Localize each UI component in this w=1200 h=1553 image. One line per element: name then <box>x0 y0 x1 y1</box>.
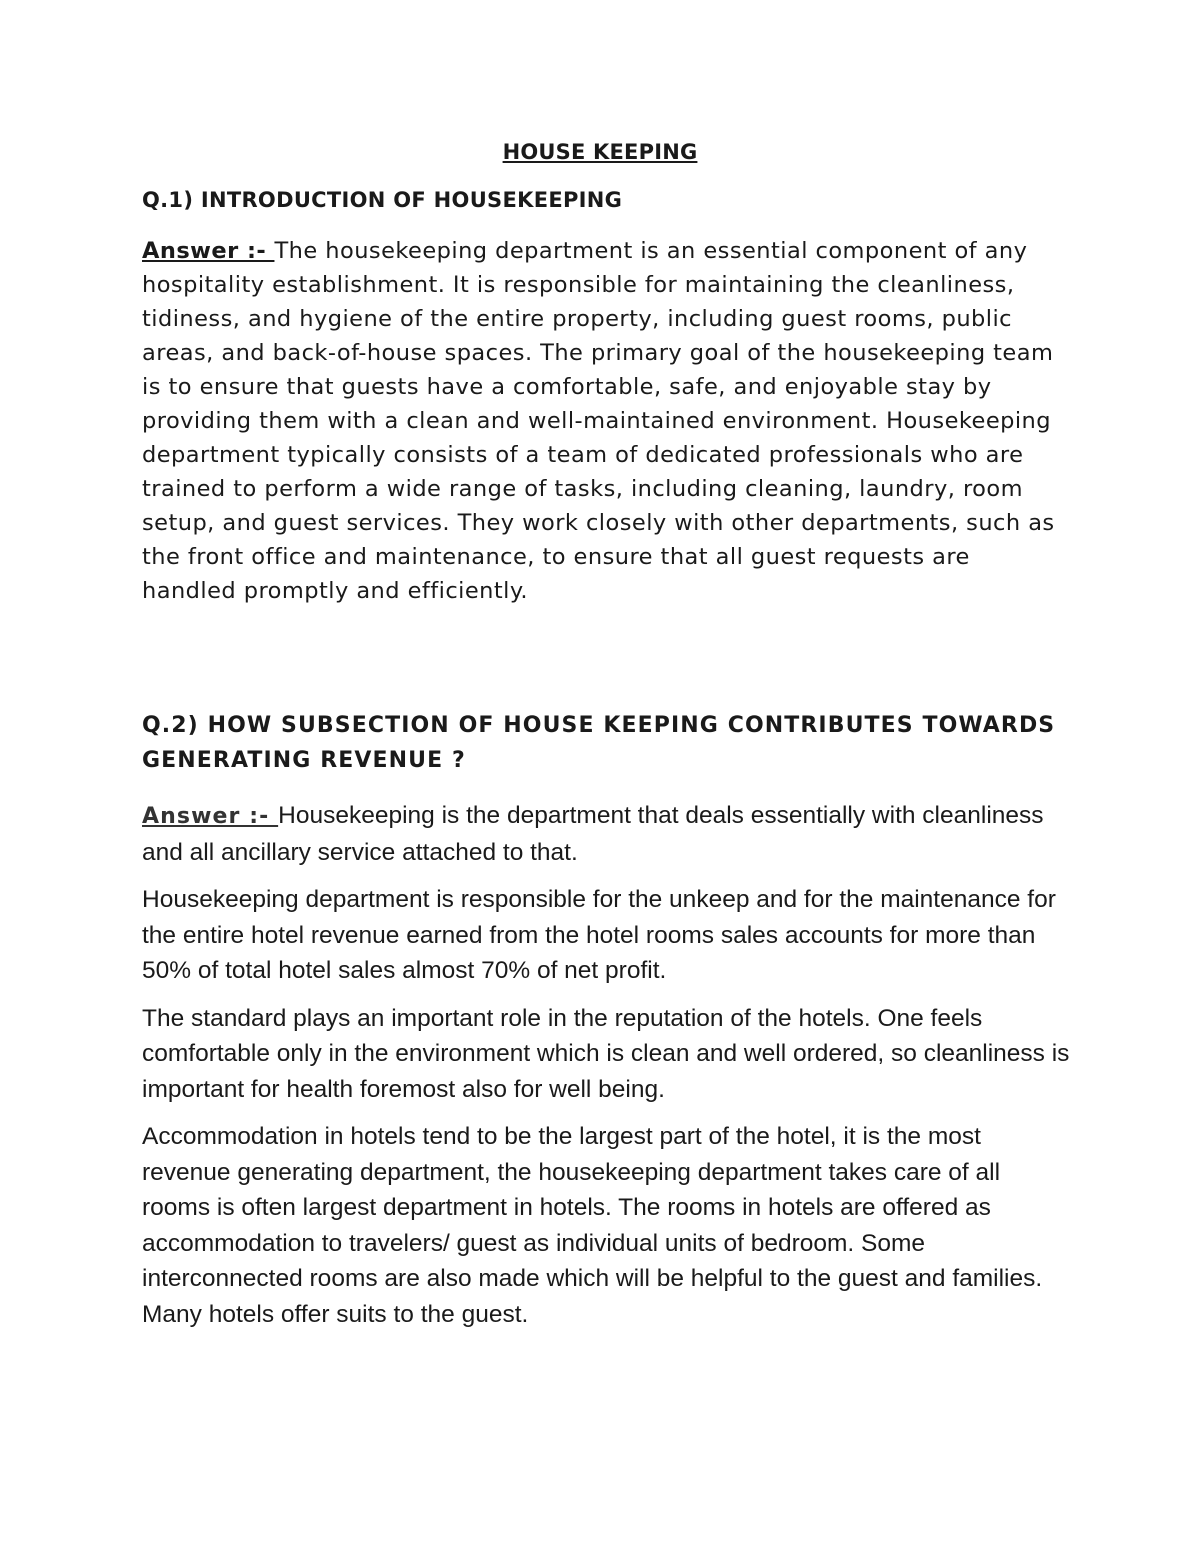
answer-text: Housekeeping is the department that deals essentially with cleanliness and all ancillary service attached to that. <box>142 802 1044 866</box>
answer-text: The housekeeping department is an essential component of any hospitality establishment. It is responsible for maintaining the cleanliness, tidiness, and hygiene of the entire property, including guest rooms, public areas, and back-of-house spaces. The primary goal of the housekeeping team is to ensure that guests have a comfortable, safe, and enjoyable stay by providing them with a clean and well-maintained environment. Housekeeping department typically consists of a team of dedicated professionals who are trained to perform a wide range of tasks, including cleaning, laundry, room setup, and guest services. They work closely with other departments, such as the front office and maintenance, to ensure that all guest requests are handled promptly and efficiently. <box>142 238 1055 604</box>
answer-intro-paragraph <box>142 798 1072 870</box>
paragraph-standard: The standard plays an important role in the reputation of the hotels. One feels comfortable only in the environment which is clean and well ordered, so cleanliness is important for health foremost also for well being. <box>142 1004 1070 1103</box>
paragraph-accommodation: Accommodation in hotels tend to be the largest part of the hotel, it is the most revenue generating department, the housekeeping department takes care of all rooms is often largest department in hotels. The rooms in hotels are offered as accommodation to travelers/ guest as individual units of bedroom. Some interconnected rooms are also made which will be helpful to the guest and families. Many hotels offer suits to the guest. <box>142 1123 1043 1328</box>
answer-label: Answer :- <box>142 804 279 829</box>
document-title: HOUSE KEEPING <box>502 140 698 164</box>
question-1-heading: Q.1) INTRODUCTION OF HOUSEKEEPING <box>142 188 623 212</box>
question-1-answer <box>142 234 1067 608</box>
question-2-answer <box>142 798 1072 1344</box>
answer-label: Answer :- <box>142 238 275 264</box>
paragraph-revenue: Housekeeping department is responsible for the unkeep and for the maintenance for the entire hotel revenue earned from the hotel rooms sales accounts for more than 50% of total hotel sales almost 70% of net profit. <box>142 886 1056 984</box>
question-2-heading: Q.2) HOW SUBSECTION OF HOUSE KEEPING CONTRIBUTES TOWARDS GENERATING REVENUE ? <box>142 713 1056 773</box>
